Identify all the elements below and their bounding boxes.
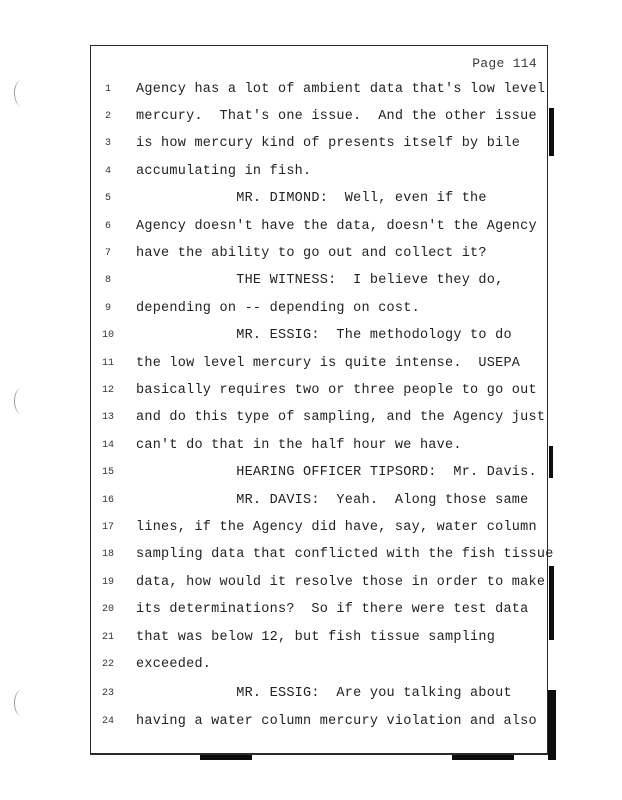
transcript-page <box>90 45 554 755</box>
transcript-line: MR. DIMOND: Well, even if the <box>136 191 487 206</box>
scan-edge-bar <box>200 755 252 760</box>
transcript-line: basically requires two or three people to go out <box>136 383 537 398</box>
transcript-line: the low level mercury is quite intense. USEPA <box>136 356 521 371</box>
page-number: Page 114 <box>472 56 537 71</box>
line-number: 22 <box>101 659 114 670</box>
line-number: 11 <box>101 358 114 369</box>
transcript-line: exceeded. <box>136 657 212 672</box>
line-number: 13 <box>101 412 114 423</box>
transcript-line: its determinations? So if there were test data <box>136 602 529 617</box>
line-number: 1 <box>104 84 111 95</box>
punch-hole-mark <box>14 80 29 106</box>
transcript-line: mercury. That's one issue. And the other issue <box>136 109 537 124</box>
line-number: 3 <box>104 138 111 149</box>
line-number: 17 <box>101 522 114 533</box>
line-number: 24 <box>101 716 114 727</box>
transcript-line: can't do that in the half hour we have. <box>136 438 462 453</box>
transcript-line: data, how would it resolve those in order to make <box>136 575 546 590</box>
transcript-line: MR. ESSIG: The methodology to do <box>136 328 512 343</box>
transcript-line: MR. ESSIG: Are you talking about <box>136 686 512 701</box>
line-number: 19 <box>101 577 114 588</box>
scan-edge-bar <box>548 690 556 760</box>
line-number: 15 <box>101 467 114 478</box>
line-number: 23 <box>101 688 114 699</box>
scan-edge-bar <box>549 108 554 156</box>
line-number: 5 <box>104 193 111 204</box>
line-number: 4 <box>104 166 111 177</box>
transcript-line: that was below 12, but fish tissue sampling <box>136 630 496 645</box>
line-number: 2 <box>104 111 111 122</box>
line-number: 8 <box>104 275 111 286</box>
transcript-line: having a water column mercury violation and also <box>136 714 537 729</box>
transcript-line: have the ability to go out and collect it? <box>136 246 487 261</box>
punch-hole-mark <box>14 388 29 414</box>
transcript-line: lines, if the Agency did have, say, water column <box>136 520 537 535</box>
transcript-line: sampling data that conflicted with the fish tissue <box>136 547 554 562</box>
transcript-line: depending on -- depending on cost. <box>136 301 420 316</box>
line-number: 21 <box>101 632 114 643</box>
transcript-line: is how mercury kind of presents itself by bile <box>136 136 521 151</box>
transcript-line: THE WITNESS: I believe they do, <box>136 273 504 288</box>
line-number: 18 <box>101 549 114 560</box>
line-number: 16 <box>101 495 114 506</box>
line-number: 6 <box>104 221 111 232</box>
transcript-line: and do this type of sampling, and the Agency just <box>136 410 546 425</box>
transcript-line: MR. DAVIS: Yeah. Along those same <box>136 493 529 508</box>
line-number: 12 <box>101 385 114 396</box>
line-number: 14 <box>101 440 114 451</box>
scan-edge-bar <box>549 566 554 640</box>
line-number: 10 <box>101 330 114 341</box>
line-number: 9 <box>104 303 111 314</box>
transcript-line: HEARING OFFICER TIPSORD: Mr. Davis. <box>136 465 537 480</box>
line-number: 20 <box>101 604 114 615</box>
punch-hole-mark <box>14 690 29 716</box>
scan-edge-bar <box>549 446 553 478</box>
transcript-line: Agency doesn't have the data, doesn't the Agency <box>136 219 537 234</box>
line-number: 7 <box>104 248 111 259</box>
transcript-line: accumulating in fish. <box>136 164 312 179</box>
transcript-line: Agency has a lot of ambient data that's low level <box>136 82 546 97</box>
scan-edge-bar <box>452 755 514 760</box>
